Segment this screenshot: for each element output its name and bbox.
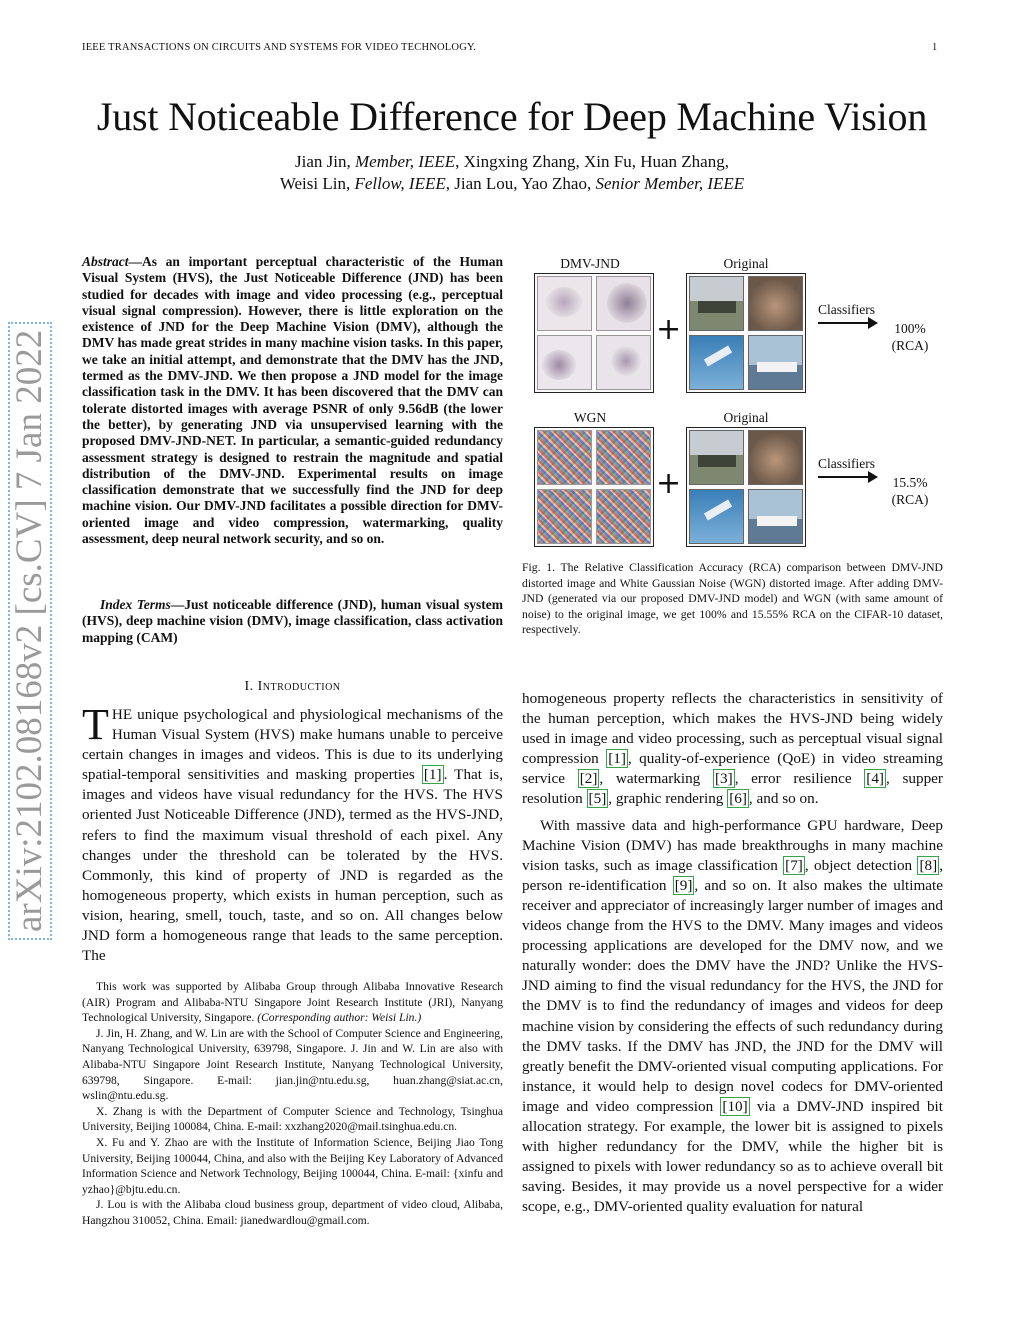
citation-link[interactable]: [5] (588, 790, 607, 808)
author-membership: Fellow, IEEE (354, 174, 446, 193)
intro-right-column (522, 689, 943, 1217)
abstract-label: Abstract (82, 254, 129, 269)
citation-link[interactable]: [7] (785, 856, 803, 874)
author-text: Jian Jin, (295, 152, 356, 171)
wgn-image-grid (534, 427, 654, 547)
author-text: , Jian Lou, Yao Zhao, (445, 174, 596, 193)
footnote-corresponding: (Corresponding author: Weisi Lin.) (257, 1011, 422, 1025)
body-text: , and so on. (748, 790, 819, 808)
footnote (82, 1197, 503, 1228)
result-top-value: 100% (894, 321, 926, 336)
citation-link[interactable]: [1] (608, 750, 626, 768)
footnotes (82, 979, 503, 1229)
footnote (82, 979, 503, 1026)
label-original-bottom: Original (723, 410, 769, 425)
classifiers-label-top: Classifiers (818, 302, 875, 317)
citation-link[interactable]: [4] (866, 770, 884, 788)
result-bottom-metric: (RCA) (891, 492, 929, 507)
intro-text: . That is, images and videos have visual redundancy for the HVS. The HVS oriented Just Noticeable Difference (JND), termed as the HVS-JND, refers to find the maximum visual threshold of each pixel. Any changes under the threshold can be tolerated by the HVS. Commonly, this kind of property of JND is regarded as the homogeneous property, which exists in human perception, such as vision, hearing, smell, touch, taste, and so on. All changes below JND form a homogeneous range that leads to the same perception. The (82, 766, 503, 965)
wgn-tile (596, 489, 651, 544)
original-image-grid-bottom (686, 427, 806, 547)
arrow-shaft (818, 476, 870, 478)
footnote (82, 1135, 503, 1197)
body-text: , and so on. It also makes the ultimate receiver and appreciator of increasingly larger number of images and videos change from the HVS to the DMV. Many images and videos processing applications are developed for the DMV now, and we naturally wonder: does the DMV have the JND? Unlike the HVS-JND aiming to find the visual redundancy for the HVS, the JND for the DMV is to find the redundancy of images and videos for deep machine vision by considering the effects of such redundancy during the DMV tasks. If the DMV has JND, the JND for the DMV will greatly benefit the DMV-oriented visual computing applications. For instance, it would help to design novel codecs for DMV-oriented image and video compression (522, 876, 943, 1115)
intro-text: HE unique psychological and physiological mechanisms of the Human Visual System (HVS) make humans unable to perceive certain changes in images and videos. This is due to its underlying spatial-temporal sensitivities and masking properties (82, 706, 503, 784)
paper-title: Just Noticeable Difference for Deep Machine Vision (96, 94, 928, 139)
body-text: , person re-identification (522, 856, 943, 894)
dmv-jnd-tile (596, 335, 651, 390)
citation-link[interactable]: [2] (579, 770, 598, 788)
image-tile-airplane (689, 489, 744, 544)
wgn-tile (537, 489, 592, 544)
body-text: via a DMV-JND inspired bit allocation strategy. For example, the lower bit is assigned to pixels with higher redundancy for the DMV, while the higher bit is assigned to pixels with lower redundancy so as to achieve overall bit saving. Besides, it may provide us a novel perspective for a wider scope, e.g., DMV-oriented quality evaluation for natural (522, 1097, 943, 1216)
dmv-jnd-image-grid (534, 273, 654, 393)
body-text: , supper resolution (522, 770, 943, 808)
citation-link[interactable]: [8] (919, 856, 938, 874)
plus-sign: + (656, 466, 682, 501)
citation-link[interactable]: [3] (714, 770, 733, 788)
author-membership: Member, IEEE (355, 152, 456, 171)
citation-link[interactable]: [6] (729, 790, 747, 808)
author-membership: Senior Member, IEEE (595, 174, 745, 193)
footnote-text: J. Lou is with the Alibaba cloud business group, department of video cloud, Alibaba, Hangzhou 310052, China. Email: jianedwardlou@gmail.com. (82, 1198, 503, 1227)
arrow-shaft (818, 322, 870, 324)
arrow-head-icon (868, 317, 878, 329)
label-wgn: WGN (573, 410, 607, 425)
wgn-tile (537, 430, 592, 485)
result-top-metric: (RCA) (891, 338, 929, 353)
footnote-text: X. Zhang is with the Department of Computer Science and Technology, Tsinghua University, Beijing 100084, China. E-mail: xxzhang2020@mail.tsinghua.edu.cn. (82, 1104, 503, 1134)
citation-link[interactable]: [9] (674, 876, 693, 894)
image-tile-cat (748, 276, 803, 331)
plus-sign: + (656, 312, 682, 347)
index-terms-label: Index Terms (99, 597, 171, 612)
page-number: 1 (932, 42, 938, 53)
dmv-jnd-tile (537, 276, 592, 331)
image-tile-ship (748, 335, 803, 390)
paragraph (522, 816, 943, 1218)
image-tile-ship (748, 489, 803, 544)
section-title: Introduction (257, 679, 341, 694)
body-text: With massive data and high-performance GPU hardware, Deep Machine Vision (DMV) has made breakthroughs in many machine vision tasks, such as image classification (522, 816, 943, 874)
section-heading (82, 679, 503, 695)
figure-caption: Fig. 1. The Relative Classification Accuracy (RCA) comparison between DMV-JND distorted image and White Gaussian Noise (WGN) distorted image. After adding DMV-JND (generated via our proposed DMV-JND model) and WGN (with same amount of noise) to the original image, we get 100% and 15.55% RCA on the CIFAR-10 dataset, respectively. (522, 561, 943, 637)
running-header: IEEE TRANSACTIONS ON CIRCUITS AND SYSTEMS FOR VIDEO TECHNOLOGY. (82, 42, 477, 53)
index-terms-text: —Just noticeable difference (JND), human visual system (HVS), deep machine vision (DMV), image classification, class activation mapping (CAM) (82, 597, 504, 645)
body-text: homogeneous property reflects the characteristics in sensitivity of the human perception, which makes the HVS-JND being widely used in image and video processing, such as perceptual visual signal compression (522, 690, 943, 768)
abstract (82, 254, 503, 547)
label-dmv-jnd: DMV-JND (560, 256, 620, 271)
author-list (0, 151, 1024, 195)
footnote-text: J. Jin, H. Zhang, and W. Lin are with the School of Computer Science and Engineering, Nanyang Technological University, 639798, Singapore. J. Jin and W. Lin are also with Alibaba-NTU Singapore Joint Research Institute, Nanyang Technological University, 639798, Singapore. E-mail: jian.jin@ntu.edu.sg, huan.zhang@siat.ac.cn, wslin@ntu.edu.sg. (82, 1026, 503, 1103)
result-bottom-value: 15.5% (892, 475, 928, 490)
classifiers-label-bottom: Classifiers (818, 456, 875, 471)
footnote-text: X. Fu and Y. Zhao are with the Institute of Information Science, Beijing Jiao Tong University, Beijing 100044, China, and also with the Beijing Key Laboratory of Advanced Information Science and Network Technology, Beijing 100044, China. E-mail: {xinfu and yzhao}@bjtu.edu.cn. (82, 1135, 503, 1196)
wgn-tile (596, 430, 651, 485)
author-line-2 (0, 173, 1024, 195)
footnote-text: This work was supported by Alibaba Group through Alibaba Innovative Research (AIR) Program and Alibaba-NTU Singapore Joint Research Institute (JRI), Nanyang Technological University, Singapore. (82, 980, 503, 1025)
arrow-head-icon (868, 471, 878, 483)
drop-cap: T (82, 700, 109, 749)
dmv-jnd-tile (596, 276, 651, 331)
dmv-jnd-tile (537, 335, 592, 390)
section-number: I. (244, 679, 254, 694)
citation-link[interactable]: [1] (423, 766, 442, 784)
original-image-grid-top (686, 273, 806, 393)
image-tile-tank (689, 276, 744, 331)
image-tile-cat (748, 430, 803, 485)
result-top (880, 320, 940, 354)
abstract-text: —As an important perceptual characteristic of the Human Visual System (HVS), the Just Noticeable Difference (JND) has been studied for decades with image and video processing (e.g., perceptual visual signal compression). However, there is little exploration on the existence of JND for the Deep Machine Vision (DMV), although the DMV has made great strides in many machine vision tasks. In this paper, we take an initial attempt, and demonstrate that the DMV has the JND, termed as the DMV-JND. We then propose a JND model for the image classification task in the DMV. It has been discovered that the DMV can tolerate distorted images with average PSNR of only 9.56dB (the lower the better), by generating JND via unsupervised learning with the proposed DMV-JND-NET. In particular, a semantic-guided redundancy assessment strategy is designed to restrain the magnitude and spatial distribution of the DMV-JND. Experimental results on image classification demonstrate that we successfully find the JND for deep machine vision. Our DMV-JND facilitates a possible direction for DMV-oriented image and video compression, watermarking, quality assessment, deep neural network security, and so on. (82, 254, 503, 547)
arxiv-stamp: arXiv:2102.08168v2 [cs.CV] 7 Jan 2022 (8, 322, 52, 940)
author-text: , Xingxing Zhang, Xin Fu, Huan Zhang, (455, 152, 729, 171)
body-text: , graphic rendering (608, 790, 728, 808)
body-text: , object detection (804, 856, 918, 874)
result-bottom (880, 474, 940, 508)
footnote (82, 1104, 503, 1135)
intro-left-column (82, 700, 503, 966)
image-tile-tank (689, 430, 744, 485)
author-text: Weisi Lin, (279, 174, 355, 193)
author-line-1 (0, 151, 1024, 173)
body-text: , error resilience (734, 770, 865, 788)
body-text: , quality-of-experience (QoE) in video streaming service (522, 750, 943, 788)
body-text: , watermarking (599, 770, 713, 788)
label-original-top: Original (723, 256, 769, 271)
paragraph (522, 689, 943, 810)
footnote (82, 1026, 503, 1104)
index-terms (82, 597, 503, 646)
image-tile-airplane (689, 335, 744, 390)
citation-link[interactable]: [10] (722, 1097, 748, 1115)
